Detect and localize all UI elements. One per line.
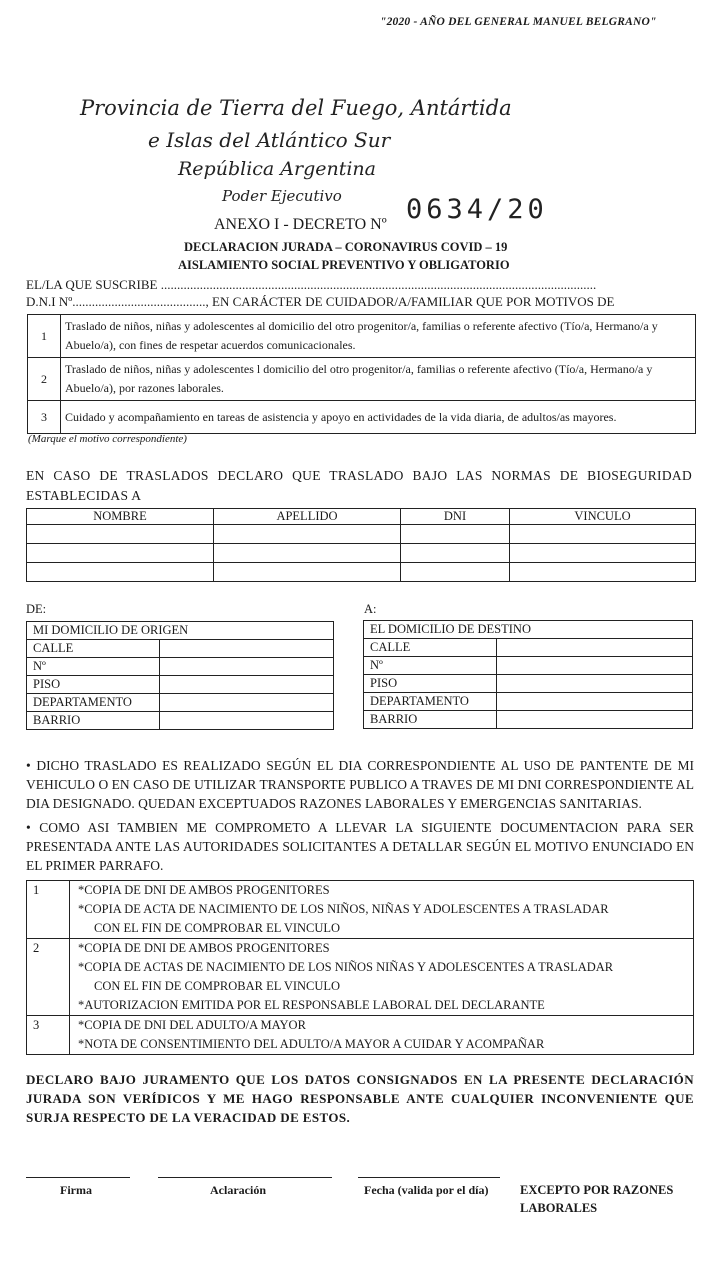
destination-field-input[interactable] xyxy=(497,657,693,675)
motivo-row[interactable] xyxy=(28,401,696,434)
bullet-dot-icon: • xyxy=(26,758,37,773)
doc-line: *COPIA DE DNI DE AMBOS PROGENITORES xyxy=(78,883,330,897)
table-row[interactable] xyxy=(27,694,334,712)
excepto-label: EXCEPTO POR RAZONES xyxy=(520,1183,674,1197)
province-line-2: e Islas del Atlántico Sur xyxy=(148,128,391,152)
persons-table xyxy=(26,508,696,582)
cell-input[interactable] xyxy=(401,525,510,544)
bullet-text: COMO ASI TAMBIEN ME COMPROMETO A LLEVAR LA SIGUIENTE DOCUMENTACION PARA SER PRESENTADA ANTE LAS AUTORIDADES SOLICITANTES A DETALLAR SEGÚN EL MOTIVO ENUNCIADO EN EL PRIMER PARRAFO. xyxy=(26,820,694,873)
destination-title: EL DOMICILIO DE DESTINO xyxy=(364,621,693,639)
doc-number: 1 xyxy=(27,881,70,939)
doc-line: CON EL FIN DE COMPROBAR EL VINCULO xyxy=(94,921,341,935)
doc-line: *AUTORIZACION EMITIDA POR EL RESPONSABLE LABORAL DEL DECLARANTE xyxy=(78,998,545,1012)
motivo-row[interactable] xyxy=(28,315,696,358)
table-row[interactable] xyxy=(27,658,334,676)
bullet-text: DICHO TRASLADO ES REALIZADO SEGÚN EL DIA CORRESPONDIENTE AL USO DE PANTENTE DE MI VEHICULO O EN CASO DE UTILIZAR TRANSPORTE PUBLICO A TRAVES DE MI DNI CORRESPONDIENTE AL DIA DESIGNADO. QUEDAN EXCEPTUADOS RAZONES LABORALES Y EMERGENCIAS SANITARIAS. xyxy=(26,758,694,811)
cell-input[interactable] xyxy=(27,544,214,563)
destination-table xyxy=(363,620,693,729)
suscribe-line[interactable]: EL/LA QUE SUSCRIBE ...................................................................................................................................... xyxy=(26,277,597,292)
table-row[interactable] xyxy=(27,563,696,582)
cell-input[interactable] xyxy=(510,563,696,582)
destination-field-input[interactable] xyxy=(497,639,693,657)
cell-input[interactable] xyxy=(27,525,214,544)
destination-field-label: PISO xyxy=(364,675,497,693)
origin-field-label: CALLE xyxy=(27,640,160,658)
doc-line: *COPIA DE ACTA DE NACIMIENTO DE LOS NIÑOS, NIÑAS Y ADOLESCENTES A TRASLADAR xyxy=(78,902,609,916)
origin-field-input[interactable] xyxy=(160,712,334,730)
bullet-dot-icon: • xyxy=(26,820,40,835)
destination-label: A: xyxy=(364,602,377,616)
header-dni: DNI xyxy=(401,509,510,525)
header-apellido: APELLIDO xyxy=(214,509,401,525)
origin-table xyxy=(26,621,334,730)
aclaracion-line[interactable] xyxy=(158,1177,332,1178)
doc-line: *COPIA DE ACTAS DE NACIMIENTO DE LOS NIÑOS NIÑAS Y ADOLESCENTES A TRASLADAR xyxy=(78,960,614,974)
table-row[interactable] xyxy=(364,639,693,657)
title-declaracion: DECLARACION JURADA – CORONAVIRUS COVID – 19 xyxy=(184,240,508,254)
doc-number: 2 xyxy=(27,939,70,1016)
table-row[interactable] xyxy=(27,525,696,544)
anexo-label: ANEXO I - DECRETO Nº xyxy=(214,216,387,233)
table-row[interactable] xyxy=(27,676,334,694)
table-row[interactable] xyxy=(27,712,334,730)
doc-number: 3 xyxy=(27,1016,70,1055)
destination-field-label: DEPARTAMENTO xyxy=(364,693,497,711)
cell-input[interactable] xyxy=(214,544,401,563)
motivo-row[interactable] xyxy=(28,358,696,401)
destination-field-label: CALLE xyxy=(364,639,497,657)
marque-note: (Marque el motivo correspondiente) xyxy=(28,433,187,445)
motivo-number: 1 xyxy=(28,315,61,358)
doc-line: *NOTA DE CONSENTIMIENTO DEL ADULTO/A MAYOR A CUIDAR Y ACOMPAÑAR xyxy=(78,1037,545,1051)
table-row[interactable] xyxy=(364,675,693,693)
cell-input[interactable] xyxy=(510,544,696,563)
motivo-text: Cuidado y acompañamiento en tareas de asistencia y apoyo en actividades de la vida diaria, de adultos/as mayores. xyxy=(61,401,696,434)
origin-field-label: DEPARTAMENTO xyxy=(27,694,160,712)
origin-field-label: BARRIO xyxy=(27,712,160,730)
motto: "2020 - AÑO DEL GENERAL MANUEL BELGRANO" xyxy=(380,16,657,28)
doc-line: *COPIA DE DNI DE AMBOS PROGENITORES xyxy=(78,941,330,955)
destination-field-label: Nº xyxy=(364,657,497,675)
documents-table xyxy=(26,880,694,1055)
destination-field-input[interactable] xyxy=(497,675,693,693)
header-vinculo: VINCULO xyxy=(510,509,696,525)
bullet-documentacion xyxy=(26,818,694,875)
destination-field-input[interactable] xyxy=(497,693,693,711)
table-row[interactable] xyxy=(27,640,334,658)
cell-input[interactable] xyxy=(27,563,214,582)
cell-input[interactable] xyxy=(401,544,510,563)
doc-line: CON EL FIN DE COMPROBAR EL VINCULO xyxy=(94,979,341,993)
motivo-text: Traslado de niños, niñas y adolescentes l domicilio del otro progenitor/a, familias o referente afectivo (Tío/a, Hermano/a y Abuelo/a), por razones laborales. xyxy=(61,358,696,401)
table-row xyxy=(27,1016,694,1055)
motivos-table xyxy=(27,314,696,434)
destination-field-label: BARRIO xyxy=(364,711,497,729)
header-nombre: NOMBRE xyxy=(27,509,214,525)
province-line-3: República Argentina xyxy=(178,158,376,180)
table-row[interactable] xyxy=(364,657,693,675)
destination-field-input[interactable] xyxy=(497,711,693,729)
origin-field-input[interactable] xyxy=(160,694,334,712)
cell-input[interactable] xyxy=(214,563,401,582)
origin-label: DE: xyxy=(26,602,47,616)
aclaracion-label: Aclaración xyxy=(210,1183,266,1197)
province-line-4: Poder Ejecutivo xyxy=(222,187,342,205)
origin-field-input[interactable] xyxy=(160,640,334,658)
firma-line[interactable] xyxy=(26,1177,130,1178)
province-line-1: Provincia de Tierra del Fuego, Antártida xyxy=(80,96,512,120)
origin-field-label: Nº xyxy=(27,658,160,676)
origin-field-label: PISO xyxy=(27,676,160,694)
cell-input[interactable] xyxy=(401,563,510,582)
cell-input[interactable] xyxy=(214,525,401,544)
fecha-line[interactable] xyxy=(358,1177,500,1178)
title-aislamiento: AISLAMIENTO SOCIAL PREVENTIVO Y OBLIGATORIO xyxy=(178,258,510,272)
bullet-traslado xyxy=(26,756,694,813)
table-row[interactable] xyxy=(364,711,693,729)
decree-number: 0634/20 xyxy=(406,194,548,225)
origin-field-input[interactable] xyxy=(160,676,334,694)
table-row xyxy=(27,881,694,939)
motivo-text: Traslado de niños, niñas y adolescentes al domicilio del otro progenitor/a, familias o referente afectivo (Tío/a, Hermano/a y Abuelo/a), con fines de respetar acuerdos comunicacionales. xyxy=(61,315,696,358)
fecha-label: Fecha (valida por el día) xyxy=(364,1183,489,1197)
dni-line[interactable]: D.N.I Nº........................................., EN CARÁCTER DE CUIDADOR/A/FAMILIAR QUE POR MOTIVOS DE xyxy=(26,294,615,309)
laborales-label: LABORALES xyxy=(520,1201,598,1215)
traslado-statement: EN CASO DE TRASLADOS DECLARO QUE TRASLADO BAJO LAS NORMAS DE BIOSEGURIDAD ESTABLECIDAS A xyxy=(26,468,692,503)
doc-line: *COPIA DE DNI DEL ADULTO/A MAYOR xyxy=(78,1018,306,1032)
firma-label: Firma xyxy=(60,1183,92,1197)
origin-field-input[interactable] xyxy=(160,658,334,676)
origin-title: MI DOMICILIO DE ORIGEN xyxy=(27,622,334,640)
table-row[interactable] xyxy=(27,544,696,563)
cell-input[interactable] xyxy=(510,525,696,544)
table-row xyxy=(27,939,694,1016)
motivo-number: 3 xyxy=(28,401,61,434)
table-row[interactable] xyxy=(364,693,693,711)
motivo-number: 2 xyxy=(28,358,61,401)
declaration-statement: DECLARO BAJO JURAMENTO QUE LOS DATOS CONSIGNADOS EN LA PRESENTE DECLARACIÓN JURADA SON VERÍDICOS Y ME HAGO RESPONSABLE ANTE CUALQUIER INCONVENIENTE QUE SURJA RESPECTO DE LA VERACIDAD DE ESTOS. xyxy=(26,1072,694,1125)
